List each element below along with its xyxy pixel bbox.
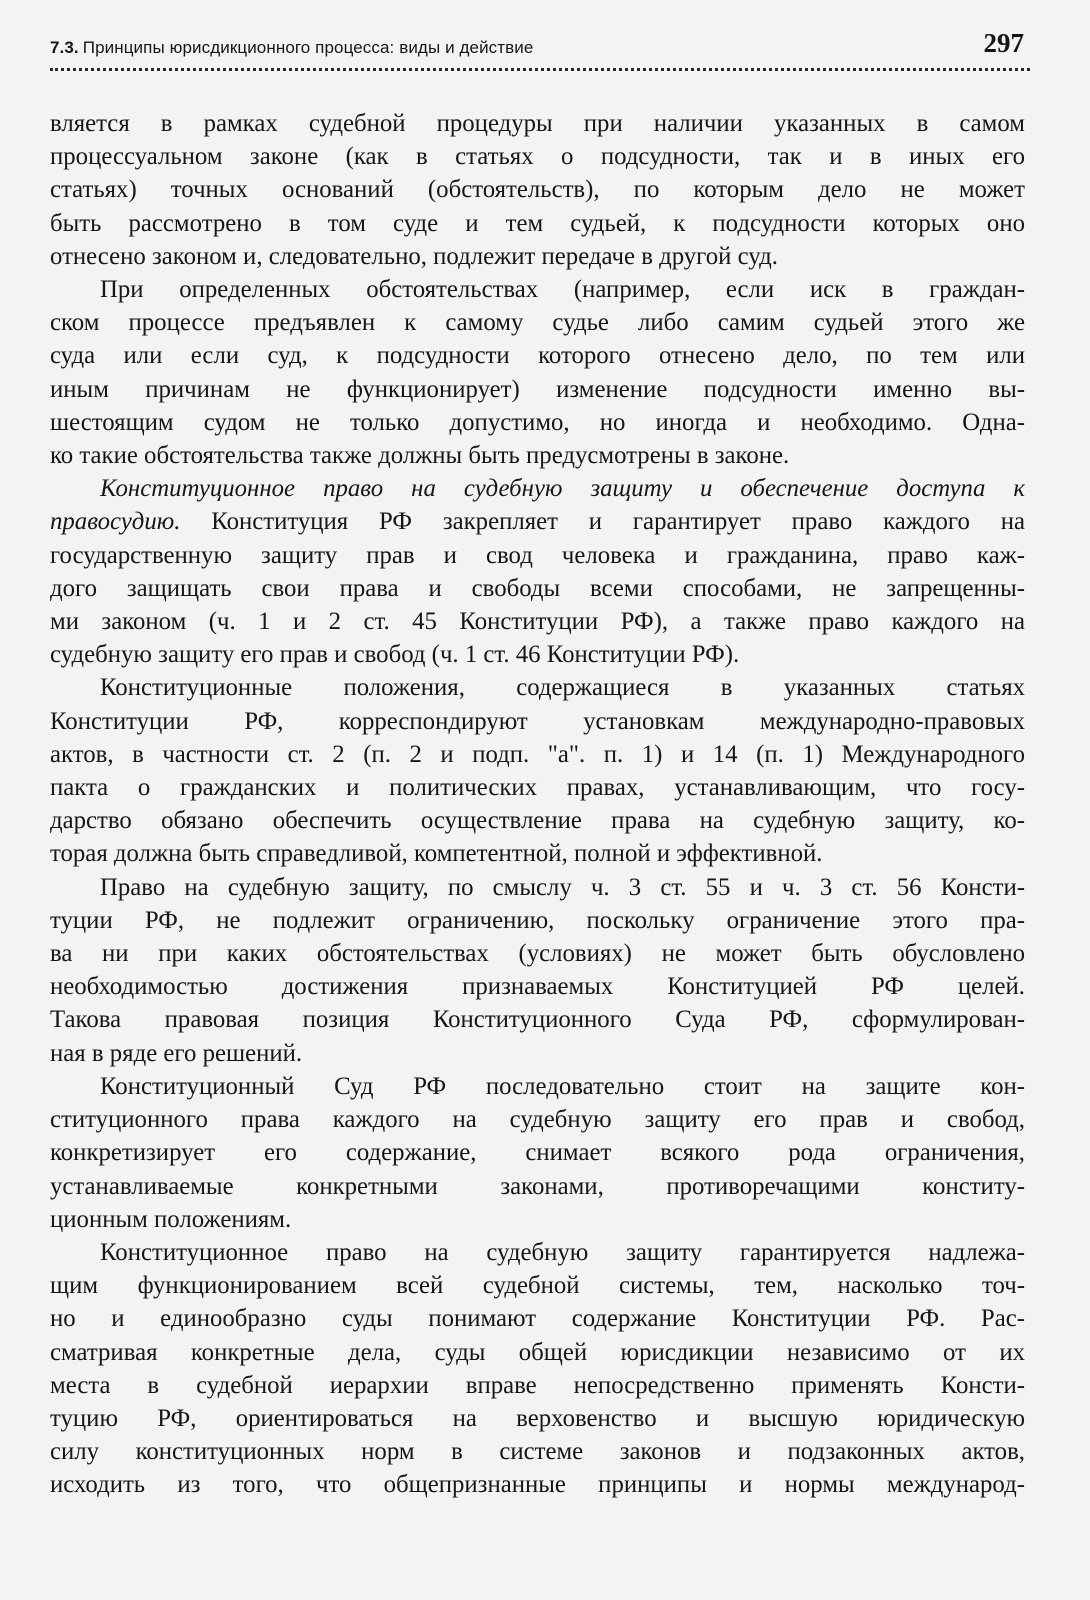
running-header — [50, 28, 1030, 71]
text-line: вляется в рамках судебной процедуры при наличии указанных в самом — [50, 110, 1025, 137]
text-line: ституционного права каждого на судебную защиту его прав и свобод, — [50, 1106, 1025, 1134]
text-line: актов, в частности ст. 2 (п. 2 и подп. "а". п. 1) и 14 (п. 1) Международного — [50, 740, 1025, 768]
italic-heading: Конституционное право на судебную защиту и обеспечение доступа к — [100, 475, 1025, 503]
text-line — [50, 472, 1025, 505]
text-line: исходить из того, что общепризнанные принципы и нормы международ- — [50, 1471, 1025, 1499]
text-line: Конституционное право на судебную защиту гарантируется надлежа- — [100, 1238, 1025, 1266]
text-line: Конституционный Суд РФ последовательно стоит на защите кон- — [100, 1072, 1025, 1100]
text-line: конкретизирует его содержание, снимает всякого рода ограничения, — [50, 1139, 1025, 1167]
text-line: устанавливаемые конкретными законами, противоречащими конститу- — [50, 1172, 1025, 1200]
paragraph-3 — [50, 472, 1025, 671]
text-line: иным причинам не функционирует) изменение подсудности именно вы- — [50, 375, 1025, 403]
paragraph-1 — [50, 107, 1025, 273]
text-line: торая должна быть справедливой, компетентной, полной и эффективной. — [50, 840, 823, 868]
text-line — [50, 505, 1025, 538]
text-line: места в судебной иерархии вправе непосредственно применять Консти- — [50, 1371, 1025, 1399]
text-line: государственную защиту прав и свод человека и гражданина, право каж- — [50, 541, 1025, 569]
line-rest: Конституция РФ закрепляет и гарантирует право каждого на — [211, 508, 1025, 536]
body-text — [50, 107, 1025, 1502]
text-line: ционным положениям. — [50, 1205, 292, 1233]
text-line: При определенных обстоятельствах (например, если иск в граждан- — [100, 276, 1025, 304]
italic-heading-end: правосудию. — [50, 508, 181, 536]
text-line: ском процессе предъявлен к самому судье либо самим судьей этого же — [50, 309, 1025, 337]
paragraph-7 — [50, 1236, 1025, 1502]
text-line: необходимостью достижения признаваемых Конституцией РФ целей. — [50, 973, 1025, 1001]
text-line: быть рассмотрено в том суде и тем судьей, к подсудности которых оно — [50, 209, 1025, 237]
text-line: сматривая конкретные дела, суды общей юрисдикции независимо от их — [50, 1338, 1025, 1366]
text-line: туцию РФ, ориентироваться на верховенство и высшую юридическую — [50, 1404, 1025, 1432]
text-line: процессуальном законе (как в статьях о подсудности, так и в иных его — [50, 143, 1025, 171]
text-line: Такова правовая позиция Конституционного Суда РФ, сформулирован- — [50, 1006, 1025, 1034]
text-line: Право на судебную защиту, по смыслу ч. 3 ст. 55 и ч. 3 ст. 56 Консти- — [100, 873, 1025, 901]
paragraph-2 — [50, 273, 1025, 472]
paragraph-5 — [50, 871, 1025, 1070]
section-heading — [50, 38, 533, 58]
text-line: судебную защиту его прав и свобод (ч. 1 ст. 46 Конституции РФ). — [50, 641, 740, 669]
text-line: ва ни при каких обстоятельствах (условиях) не может быть обусловлено — [50, 940, 1025, 968]
section-number: 7.3. — [50, 38, 79, 57]
page-number: 297 — [983, 28, 1024, 58]
text-line: Конституционные положения, содержащиеся в указанных статьях — [100, 674, 1025, 702]
text-line: пакта о гражданских и политических правах, устанавливающим, что госу- — [50, 774, 1025, 802]
paragraph-4 — [50, 671, 1025, 870]
paragraph-6 — [50, 1070, 1025, 1236]
text-line: шестоящим судом не только допустимо, но иногда и необходимо. Одна- — [50, 408, 1025, 436]
text-line: щим функционированием всей судебной системы, тем, насколько точ- — [50, 1272, 1025, 1300]
section-title-text: Принципы юрисдикционного процесса: виды и действие — [82, 38, 534, 57]
text-line: дого защищать свои права и свободы всеми способами, не запрещенны- — [50, 574, 1025, 602]
text-line: статьях) точных оснований (обстоятельств), по которым дело не может — [50, 176, 1025, 204]
text-line: туции РФ, не подлежит ограничению, поскольку ограничение этого пра- — [50, 906, 1025, 934]
text-line: но и единообразно суды понимают содержание Конституции РФ. Рас- — [50, 1305, 1025, 1333]
text-line: ми законом (ч. 1 и 2 ст. 45 Конституции РФ), а также право каждого на — [50, 608, 1025, 636]
text-line: отнесено законом и, следовательно, подлежит передаче в другой суд. — [50, 242, 778, 270]
text-line: дарство обязано обеспечить осуществление права на судебную защиту, ко- — [50, 807, 1025, 835]
text-line: Конституции РФ, корреспондируют установкам международно-правовых — [50, 707, 1025, 735]
text-line: ко такие обстоятельства также должны быть предусмотрены в законе. — [50, 442, 790, 470]
text-line: силу конституционных норм в системе законов и подзаконных актов, — [50, 1438, 1025, 1466]
text-line: ная в ряде его решений. — [50, 1039, 303, 1067]
text-line: суда или если суд, к подсудности которого отнесено дело, по тем или — [50, 342, 1025, 370]
